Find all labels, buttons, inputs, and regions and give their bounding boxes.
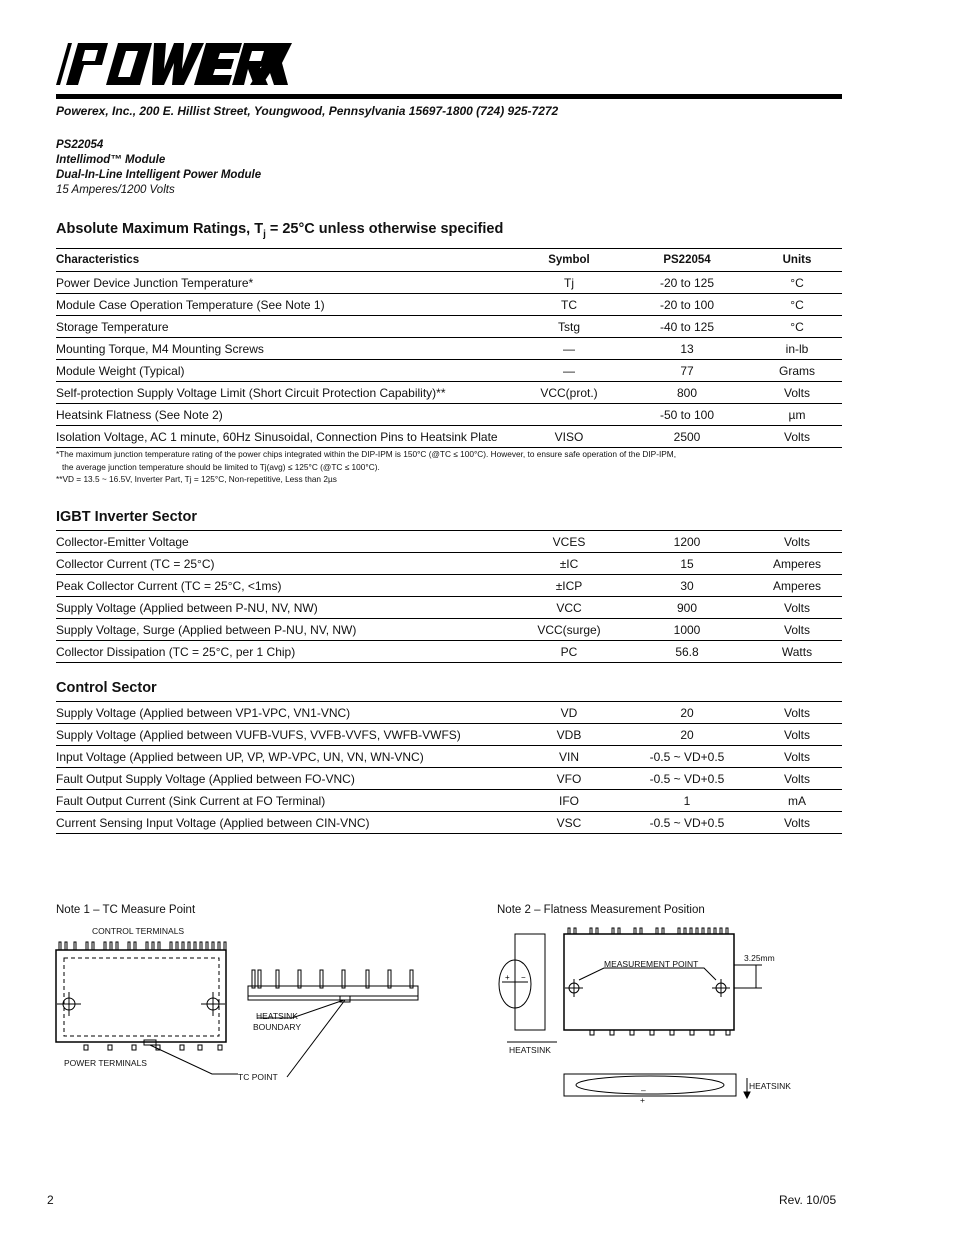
cell-units: °C bbox=[752, 294, 842, 316]
cell-units: Volts bbox=[752, 426, 842, 448]
cell-characteristic: Supply Voltage (Applied between VUFB-VUFS, VVFB-VVFS, VWFB-VWFS) bbox=[56, 724, 516, 746]
cell-symbol: VIN bbox=[516, 746, 622, 768]
terminal-pin bbox=[612, 928, 614, 934]
power-terminals-label: POWER TERMINALS bbox=[64, 1058, 147, 1068]
terminal-pin bbox=[634, 928, 636, 934]
minus-sign-small: − bbox=[521, 973, 526, 982]
cell-units: mA bbox=[752, 790, 842, 812]
control-table bbox=[56, 701, 842, 834]
product-block bbox=[56, 138, 261, 198]
cell-value: 15 bbox=[622, 553, 752, 575]
heatsink-boundary-label-1: HEATSINK bbox=[256, 1011, 298, 1021]
terminal-pin bbox=[212, 942, 214, 950]
table-row bbox=[56, 426, 842, 448]
abs-max-notes bbox=[56, 448, 676, 486]
table-row bbox=[56, 724, 842, 746]
cell-units: Watts bbox=[752, 641, 842, 663]
terminal-pin bbox=[86, 942, 88, 950]
powerex-logo bbox=[56, 41, 292, 87]
note1-diagram bbox=[52, 936, 432, 1086]
cell-symbol: — bbox=[516, 360, 622, 382]
terminal-pin bbox=[104, 942, 106, 950]
footnote-1: *The maximum junction temperature rating of the power chips integrated within the DIP-IPM is 150°C (@TC ≤ 100°C). However, to ensure safe operation of the DIP-IPM, bbox=[56, 449, 677, 459]
note2-diagram bbox=[494, 922, 804, 1112]
plus-label: + bbox=[640, 1095, 645, 1105]
page-number: 2 bbox=[47, 1193, 54, 1207]
table-row bbox=[56, 360, 842, 382]
cell-symbol: ±ICP bbox=[516, 575, 622, 597]
cell-value: 1200 bbox=[622, 531, 752, 553]
cell-value: -0.5 ~ VD+0.5 bbox=[622, 746, 752, 768]
cell-symbol: VSC bbox=[516, 812, 622, 834]
table-row bbox=[56, 382, 842, 404]
terminal-pin bbox=[252, 970, 255, 988]
terminal-pin bbox=[696, 928, 698, 934]
cell-characteristic: Current Sensing Input Voltage (Applied between CIN-VNC) bbox=[56, 812, 516, 834]
product-line1: Intellimod™ Module bbox=[56, 154, 166, 166]
cell-characteristic: Fault Output Supply Voltage (Applied between FO-VNC) bbox=[56, 768, 516, 790]
terminal-pin bbox=[574, 928, 576, 934]
terminal-pin bbox=[134, 942, 136, 950]
terminal-pin bbox=[320, 970, 323, 988]
cell-value: 13 bbox=[622, 338, 752, 360]
cell-value: -0.5 ~ VD+0.5 bbox=[622, 812, 752, 834]
table-row bbox=[56, 768, 842, 790]
table-row bbox=[56, 575, 842, 597]
cell-characteristic: Self-protection Supply Voltage Limit (Short Circuit Protection Capability)** bbox=[56, 382, 516, 404]
cell-symbol: Tstg bbox=[516, 316, 622, 338]
terminal-pin bbox=[618, 928, 620, 934]
table-row bbox=[56, 404, 842, 426]
terminal-pin bbox=[678, 928, 680, 934]
tc-point-label: TC POINT bbox=[238, 1072, 278, 1082]
cell-value: 20 bbox=[622, 702, 752, 724]
table-row bbox=[56, 316, 842, 338]
cell-units: Volts bbox=[752, 724, 842, 746]
terminal-pin bbox=[92, 942, 94, 950]
cell-value: 20 bbox=[622, 724, 752, 746]
terminal-pin bbox=[410, 970, 413, 988]
cell-symbol bbox=[516, 404, 622, 426]
dimension-label: 3.25mm bbox=[744, 953, 775, 963]
terminal-pin bbox=[596, 928, 598, 934]
cell-units: Volts bbox=[752, 812, 842, 834]
igbt-table bbox=[56, 530, 842, 663]
cell-characteristic: Supply Voltage, Surge (Applied between P-NU, NV, NW) bbox=[56, 619, 516, 641]
cell-characteristic: Module Case Operation Temperature (See Note 1) bbox=[56, 294, 516, 316]
abs-max-title: Absolute Maximum Ratings, $T_j = 25^\circ C$ unless otherwise specified bbox=[56, 221, 504, 240]
table-row bbox=[56, 619, 842, 641]
cell-units: Volts bbox=[752, 382, 842, 404]
terminal-pin bbox=[116, 942, 118, 950]
revision: Rev. 10/05 bbox=[779, 1193, 837, 1207]
terminal-pin bbox=[224, 942, 226, 950]
cell-value: -50 to 100 bbox=[622, 404, 752, 426]
col-characteristics: Characteristics bbox=[56, 249, 516, 272]
cell-value: -20 to 100 bbox=[622, 294, 752, 316]
cell-units: Volts bbox=[752, 746, 842, 768]
cell-symbol: Tj bbox=[516, 272, 622, 294]
terminal-pin bbox=[258, 970, 261, 988]
cell-units: Amperes bbox=[752, 575, 842, 597]
table-row bbox=[56, 553, 842, 575]
plus-sign-small: + bbox=[505, 973, 510, 982]
terminal-pin bbox=[65, 942, 67, 950]
terminal-pin bbox=[152, 942, 154, 950]
cell-value: 30 bbox=[622, 575, 752, 597]
cell-characteristic: Collector Dissipation (TC = 25°C, per 1 Chip) bbox=[56, 641, 516, 663]
terminal-pin bbox=[276, 970, 279, 988]
heatsink-label-left: HEATSINK bbox=[509, 1045, 551, 1055]
cell-symbol: VISO bbox=[516, 426, 622, 448]
terminal-pin bbox=[366, 970, 369, 988]
table-row bbox=[56, 790, 842, 812]
cell-characteristic: Power Device Junction Temperature* bbox=[56, 272, 516, 294]
cell-symbol: IFO bbox=[516, 790, 622, 812]
terminal-pin bbox=[218, 942, 220, 950]
product-line3: 15 Amperes/1200 Volts bbox=[56, 184, 175, 196]
cell-characteristic: Peak Collector Current (TC = 25°C, <1ms) bbox=[56, 575, 516, 597]
cell-value: -40 to 125 bbox=[622, 316, 752, 338]
cell-symbol: PC bbox=[516, 641, 622, 663]
cell-characteristic: Supply Voltage (Applied between P-NU, NV, NW) bbox=[56, 597, 516, 619]
terminal-pin bbox=[708, 928, 710, 934]
table-row bbox=[56, 641, 842, 663]
terminal-pin bbox=[714, 928, 716, 934]
terminal-pin bbox=[128, 942, 130, 950]
cell-value: 56.8 bbox=[622, 641, 752, 663]
table-row bbox=[56, 338, 842, 360]
cell-symbol: TC bbox=[516, 294, 622, 316]
cell-value: 77 bbox=[622, 360, 752, 382]
product-line2: Dual-In-Line Intelligent Power Module bbox=[56, 169, 262, 181]
cell-characteristic: Collector Current (TC = 25°C) bbox=[56, 553, 516, 575]
terminal-pin bbox=[182, 942, 184, 950]
terminal-pin bbox=[200, 942, 202, 950]
terminal-pin bbox=[726, 928, 728, 934]
igbt-title: IGBT Inverter Sector bbox=[56, 509, 198, 525]
terminal-pin bbox=[194, 942, 196, 950]
terminal-pin bbox=[198, 1045, 202, 1050]
terminal-pin bbox=[342, 970, 345, 988]
cell-symbol: VCES bbox=[516, 531, 622, 553]
cell-units: Volts bbox=[752, 597, 842, 619]
cell-symbol: — bbox=[516, 338, 622, 360]
terminal-pin bbox=[206, 942, 208, 950]
terminal-pin bbox=[702, 928, 704, 934]
table-row bbox=[56, 531, 842, 553]
cell-value: -0.5 ~ VD+0.5 bbox=[622, 768, 752, 790]
footnote-2: **VD = 13.5 ~ 16.5V, Inverter Part, Tj = 125°C, Non-repetitive, Less than 2µs bbox=[56, 474, 337, 484]
abs-max-table bbox=[56, 248, 842, 448]
table-row bbox=[56, 294, 842, 316]
header-rule bbox=[56, 94, 842, 99]
cell-symbol: VCC(surge) bbox=[516, 619, 622, 641]
cell-symbol: VFO bbox=[516, 768, 622, 790]
terminal-pin bbox=[568, 928, 570, 934]
table-row bbox=[56, 812, 842, 834]
terminal-pin bbox=[684, 928, 686, 934]
cell-units: Volts bbox=[752, 768, 842, 790]
cell-value: 1 bbox=[622, 790, 752, 812]
col-symbol: Symbol bbox=[516, 249, 622, 272]
cell-characteristic: Fault Output Current (Sink Current at FO Terminal) bbox=[56, 790, 516, 812]
cell-symbol: VDB bbox=[516, 724, 622, 746]
cell-value: 900 bbox=[622, 597, 752, 619]
control-title: Control Sector bbox=[56, 680, 157, 696]
cell-symbol: VCC(prot.) bbox=[516, 382, 622, 404]
table-row bbox=[56, 746, 842, 768]
terminal-pin bbox=[84, 1045, 88, 1050]
terminal-pin bbox=[108, 1045, 112, 1050]
table-header-row bbox=[56, 249, 842, 272]
terminal-pin bbox=[110, 942, 112, 950]
cell-value: 1000 bbox=[622, 619, 752, 641]
terminal-pin bbox=[298, 970, 301, 988]
terminal-pin bbox=[146, 942, 148, 950]
cell-units: in-lb bbox=[752, 338, 842, 360]
cell-units: Amperes bbox=[752, 553, 842, 575]
cell-units: Volts bbox=[752, 619, 842, 641]
cell-units: µm bbox=[752, 404, 842, 426]
cell-characteristic: Module Weight (Typical) bbox=[56, 360, 516, 382]
terminal-pin bbox=[656, 928, 658, 934]
measurement-point-label: MEASUREMENT POINT bbox=[604, 959, 699, 969]
cell-symbol: VD bbox=[516, 702, 622, 724]
cell-units: °C bbox=[752, 316, 842, 338]
cell-symbol: VCC bbox=[516, 597, 622, 619]
cell-value: 2500 bbox=[622, 426, 752, 448]
cell-characteristic: Input Voltage (Applied between UP, VP, WP-VPC, UN, VN, WN-VNC) bbox=[56, 746, 516, 768]
terminal-pin bbox=[176, 942, 178, 950]
cell-units: Volts bbox=[752, 531, 842, 553]
table-row bbox=[56, 597, 842, 619]
cell-units: °C bbox=[752, 272, 842, 294]
control-terminals-label: CONTROL TERMINALS bbox=[92, 926, 185, 936]
cell-symbol: ±IC bbox=[516, 553, 622, 575]
cell-characteristic: Storage Temperature bbox=[56, 316, 516, 338]
cell-units: Grams bbox=[752, 360, 842, 382]
terminal-pin bbox=[74, 942, 76, 950]
company-address: Powerex, Inc., 200 E. Hillist Street, Youngwood, Pennsylvania 15697-1800 (724) 925-7272 bbox=[56, 104, 559, 118]
cell-value: -20 to 125 bbox=[622, 272, 752, 294]
col-part: PS22054 bbox=[622, 249, 752, 272]
heatsink-boundary-label-2: BOUNDARY bbox=[253, 1022, 302, 1032]
part-number: PS22054 bbox=[56, 139, 104, 151]
table-row bbox=[56, 272, 842, 294]
cell-value: 800 bbox=[622, 382, 752, 404]
heatsink-label-right: HEATSINK bbox=[749, 1081, 791, 1091]
terminal-pin bbox=[170, 942, 172, 950]
terminal-pin bbox=[158, 942, 160, 950]
terminal-pin bbox=[720, 928, 722, 934]
table-row bbox=[56, 702, 842, 724]
terminal-pin bbox=[218, 1045, 222, 1050]
terminal-pin bbox=[690, 928, 692, 934]
cell-characteristic: Heatsink Flatness (See Note 2) bbox=[56, 404, 516, 426]
cell-characteristic: Supply Voltage (Applied between VP1-VPC, VN1-VNC) bbox=[56, 702, 516, 724]
footnote-1b: the average junction temperature should be limited to Tj(avg) ≤ 125°C (@TC ≤ 100°C). bbox=[62, 461, 380, 472]
terminal-pin bbox=[59, 942, 61, 950]
terminal-pin bbox=[590, 928, 592, 934]
cell-characteristic: Collector-Emitter Voltage bbox=[56, 531, 516, 553]
cell-characteristic: Mounting Torque, M4 Mounting Screws bbox=[56, 338, 516, 360]
cell-characteristic: Isolation Voltage, AC 1 minute, 60Hz Sinusoidal, Connection Pins to Heatsink Plate bbox=[56, 426, 516, 448]
note2-title: Note 2 – Flatness Measurement Position bbox=[497, 904, 705, 916]
terminal-pin bbox=[388, 970, 391, 988]
terminal-pin bbox=[188, 942, 190, 950]
col-units: Units bbox=[752, 249, 842, 272]
note1-title: Note 1 – TC Measure Point bbox=[56, 904, 196, 916]
minus-label: – bbox=[641, 1085, 646, 1095]
terminal-pin bbox=[180, 1045, 184, 1050]
terminal-pin bbox=[662, 928, 664, 934]
cell-units: Volts bbox=[752, 702, 842, 724]
terminal-pin bbox=[640, 928, 642, 934]
terminal-pin bbox=[132, 1045, 136, 1050]
